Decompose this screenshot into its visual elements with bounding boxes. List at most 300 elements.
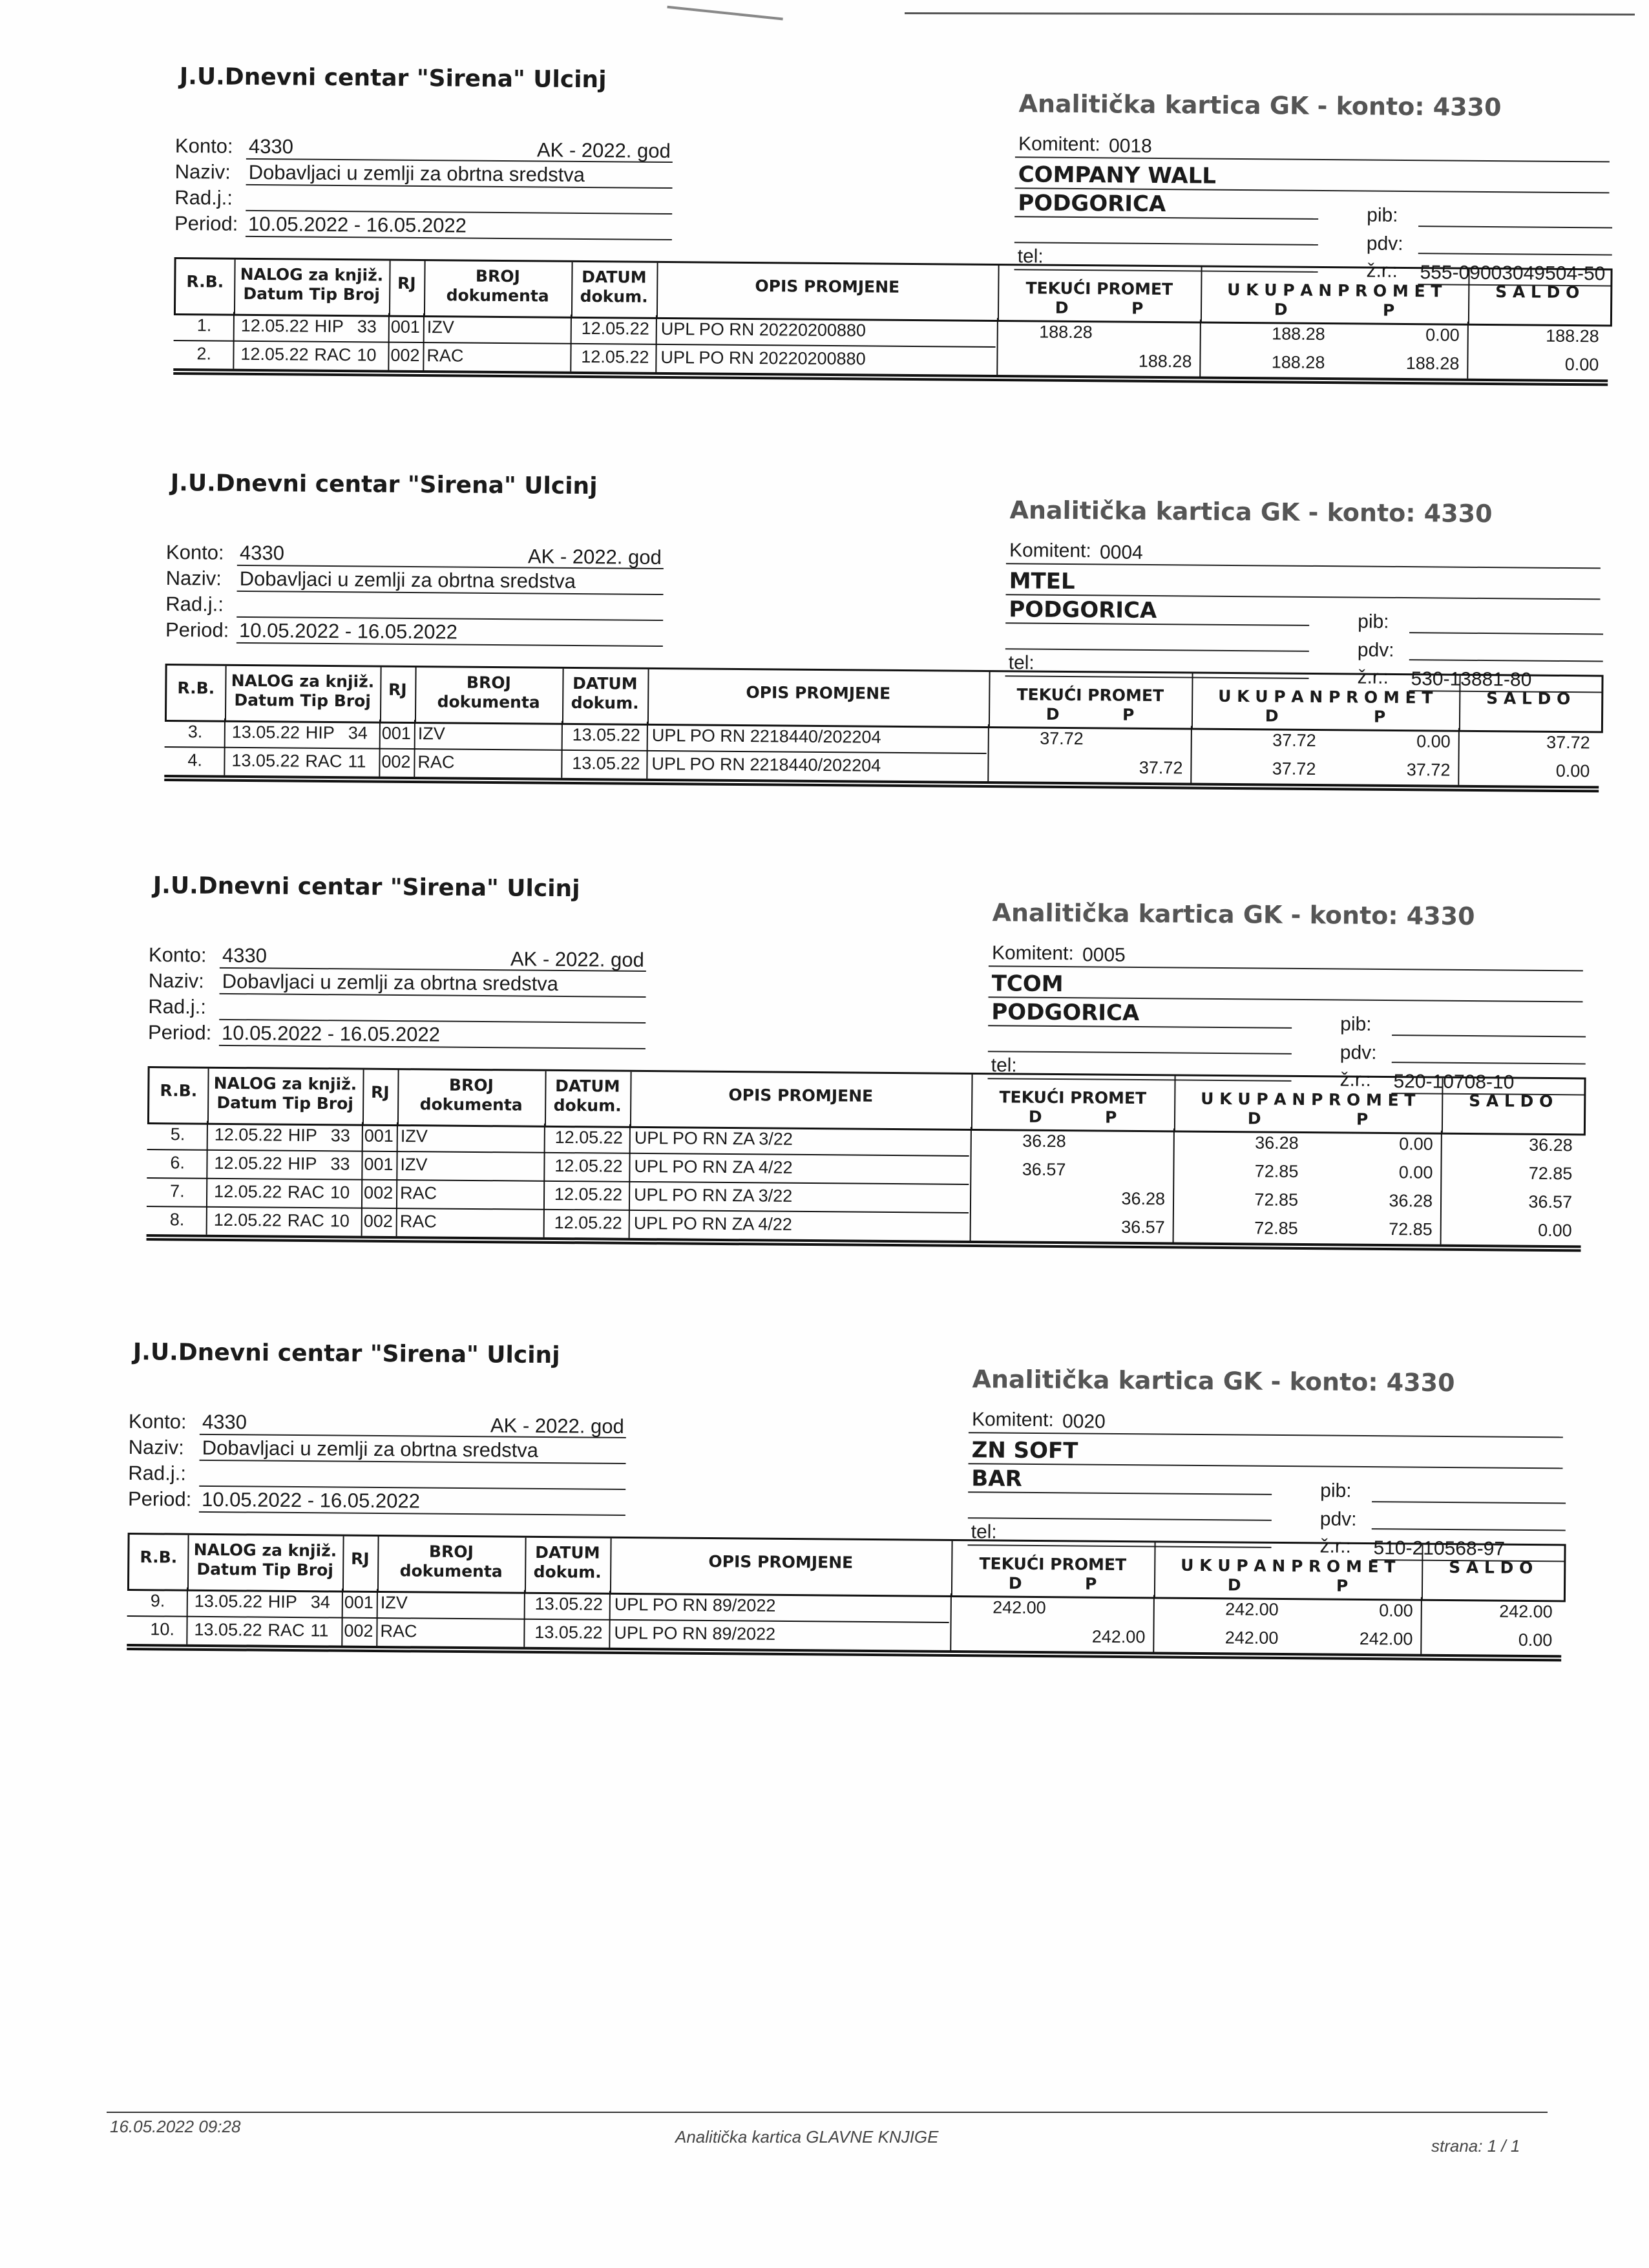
row-dok: IZV — [426, 317, 454, 337]
header-datum-line2: dokum. — [571, 693, 639, 713]
header-tekuci-line1: TEKUĆI PROMET — [1016, 685, 1164, 706]
row-rj: 001 — [381, 723, 411, 743]
header-opis — [630, 1072, 972, 1129]
meta-radj — [174, 186, 678, 216]
header-broj-line2: dokumenta — [446, 286, 549, 306]
row-broj: 33 — [330, 1126, 350, 1146]
komitent-underline — [989, 965, 1583, 971]
row-ukupan-d: 242.00 — [1224, 1628, 1279, 1648]
komitent-value: 0020 — [1062, 1411, 1106, 1433]
footer — [107, 2112, 1548, 2157]
card-title: Analitička kartica GK - konto: 4330 — [1018, 89, 1502, 122]
header-rj — [389, 261, 425, 315]
row-ukupan-d: 37.72 — [1272, 759, 1316, 779]
header-broj — [415, 667, 563, 723]
row-doc-date: 12.05.22 — [581, 318, 649, 339]
header-broj-line2: dokumenta — [399, 1561, 503, 1581]
row-tekuci-p: 188.28 — [1138, 351, 1192, 372]
header-p: P — [1336, 1576, 1349, 1595]
header-datum-line1: DATUM — [582, 267, 647, 287]
extra-underline — [1014, 242, 1318, 246]
header-nalog-line1: NALOG za knjiž. — [240, 264, 384, 285]
row-saldo: 188.28 — [1546, 326, 1599, 346]
header-rb — [167, 666, 226, 720]
meta-period-value: 10.05.2022 - 16.05.2022 — [238, 618, 458, 644]
row-doc-date: 13.05.22 — [534, 1622, 603, 1643]
row-rb: 7. — [170, 1181, 185, 1201]
row-tekuci-p: 242.00 — [1091, 1626, 1146, 1647]
row-rb: 5. — [170, 1124, 185, 1144]
header-rj — [362, 1070, 398, 1124]
row-rb: 8. — [169, 1210, 185, 1230]
header-saldo-line1: S A L D O — [1469, 1091, 1553, 1111]
header-tekuci — [951, 1541, 1155, 1597]
header-opis-line1: OPIS PROMJENE — [728, 1086, 874, 1106]
footer-line — [107, 2112, 1548, 2113]
analytic-card — [164, 470, 1614, 843]
row-opis: UPL PO RN ZA 4/22 — [633, 1213, 792, 1234]
komitent-city: PODGORICA — [1009, 596, 1157, 624]
row-ukupan-d: 188.28 — [1271, 352, 1325, 372]
header-datum-line1: DATUM — [555, 1076, 620, 1096]
komitent-city: BAR — [971, 1465, 1022, 1492]
row-doc-date: 13.05.22 — [572, 724, 640, 745]
row-doc-date: 12.05.22 — [581, 346, 649, 367]
row-tekuci-d — [996, 350, 1093, 351]
row-dok: IZV — [417, 724, 445, 744]
meta-naziv — [149, 969, 653, 999]
header-nalog-line2: Datum Tip Broj — [216, 1093, 354, 1113]
header-nalog — [234, 260, 390, 315]
header-broj-line2: dokumenta — [419, 1095, 523, 1115]
header-rj-line1: RJ — [397, 273, 416, 293]
row-opis: UPL PO RN ZA 3/22 — [634, 1128, 793, 1149]
header-saldo — [1459, 676, 1598, 731]
header-saldo-line1: S A L D O — [1486, 689, 1571, 709]
komitent-city: PODGORICA — [1018, 190, 1166, 218]
row-doc-date: 13.05.22 — [534, 1593, 603, 1614]
meta-radj-label: Rad.j.: — [165, 592, 224, 616]
row-datum: 12.05.22 — [240, 315, 310, 336]
meta-naziv-label: Naziv: — [174, 160, 231, 184]
header-saldo — [1442, 1078, 1581, 1134]
org-name: J.U.Dnevni centar "Sirena" Ulcinj — [170, 470, 598, 500]
meta-naziv-label: Naziv: — [128, 1435, 184, 1459]
header-rj-line1: RJ — [388, 680, 407, 699]
meta-naziv-value: Dobavljaci u zemlji za obrtna sredstva — [239, 567, 576, 593]
row-saldo: 37.72 — [1546, 732, 1590, 753]
header-nalog-line2: Datum Tip Broj — [234, 690, 372, 711]
meta-naziv — [175, 160, 679, 190]
header-ukupan-line1: U K U P A N P R O M E T — [1201, 1089, 1416, 1110]
row-datum: 12.05.22 — [240, 344, 309, 364]
row-ukupan-p: 0.00 — [1379, 1601, 1413, 1621]
row-dok: RAC — [417, 752, 455, 772]
header-ukupan-dp — [1201, 299, 1468, 320]
row-ukupan-d: 36.28 — [1255, 1133, 1299, 1153]
row-rj: 002 — [363, 1211, 393, 1231]
row-opis: UPL PO RN 2218440/202204 — [651, 753, 881, 775]
row-tekuci-p — [1089, 729, 1183, 730]
row-tekuci-d: 242.00 — [993, 1597, 1046, 1618]
zr-label: ž.r.: — [1366, 260, 1398, 282]
meta-radj-label: Rad.j.: — [128, 1461, 187, 1485]
row-tip: RAC — [305, 751, 342, 772]
meta-radj-label: Rad.j.: — [174, 185, 233, 209]
header-d: D — [1028, 1107, 1042, 1126]
row-doc-date: 12.05.22 — [554, 1184, 623, 1204]
header-ukupan — [1154, 1542, 1422, 1599]
row-dok: IZV — [380, 1593, 408, 1613]
pib-underline — [1418, 226, 1612, 228]
header-tekuci — [989, 672, 1192, 728]
row-rb: 3. — [187, 722, 203, 742]
pib-label: pib: — [1358, 611, 1389, 633]
header-broj-line1: BROJ — [475, 266, 520, 286]
header-d: D — [1265, 706, 1279, 726]
header-ukupan-dp — [1174, 1108, 1442, 1129]
row-doc-date: 13.05.22 — [572, 753, 640, 773]
header-ukupan — [1201, 267, 1469, 323]
pdv-underline — [1418, 253, 1612, 255]
row-doc-date: 12.05.22 — [554, 1212, 622, 1233]
header-datum-line2: dokum. — [580, 286, 648, 306]
header-datum-line2: dokum. — [553, 1095, 622, 1115]
komitent-name: COMPANY WALL — [1018, 162, 1217, 189]
meta-period-value: 10.05.2022 - 16.05.2022 — [221, 1021, 441, 1046]
city-underline — [1014, 216, 1318, 220]
row-tekuci-p: 37.72 — [1139, 757, 1183, 778]
row-tip: RAC — [288, 1182, 325, 1202]
footer-title: Analitička kartica GLAVNE KNJIGE — [675, 2127, 939, 2147]
row-rb: 2. — [196, 344, 212, 364]
header-rb — [176, 259, 235, 314]
meta-konto-label: Konto: — [148, 943, 207, 967]
header-broj — [397, 1070, 545, 1126]
zr-value: 555-09003049504-50 — [1420, 262, 1606, 285]
row-doc-date: 12.05.22 — [554, 1127, 623, 1148]
header-nalog-line2: Datum Tip Broj — [243, 284, 381, 304]
meta-radj-label: Rad.j.: — [148, 994, 207, 1018]
meta-period — [174, 212, 678, 242]
meta-period-value: 10.05.2022 - 16.05.2022 — [247, 212, 467, 237]
row-rj: 001 — [364, 1126, 394, 1146]
row-saldo: 0.00 — [1518, 1630, 1553, 1650]
row-saldo: 242.00 — [1499, 1601, 1553, 1622]
header-saldo-line1: S A L D O — [1449, 1558, 1533, 1578]
pdv-underline — [1409, 659, 1603, 662]
row-ukupan-d: 37.72 — [1272, 730, 1316, 750]
row-tekuci-d: 36.57 — [1022, 1159, 1066, 1180]
row-rb: 10. — [150, 1619, 175, 1639]
row-rb: 4. — [187, 750, 203, 770]
pib-label: pib: — [1340, 1013, 1372, 1035]
header-broj-line1: BROJ — [448, 1075, 494, 1095]
header-opis-line1: OPIS PROMJENE — [755, 277, 900, 297]
meta-period-label: Period: — [165, 618, 229, 642]
komitent-name: MTEL — [1009, 568, 1075, 595]
header-nalog — [187, 1535, 343, 1591]
row-rj: 002 — [363, 1182, 394, 1202]
header-tekuci-line1: TEKUĆI PROMET — [979, 1554, 1127, 1575]
row-tip: RAC — [314, 344, 352, 365]
row-saldo: 0.00 — [1564, 354, 1599, 375]
footer-page: strana: 1 / 1 — [1431, 2136, 1520, 2156]
header-ukupan-line1: U K U P A N P R O M E T — [1218, 686, 1433, 708]
zr-value: 530-13881-80 — [1411, 668, 1532, 691]
meta-naziv-label: Naziv: — [148, 969, 204, 992]
meta-ak: AK - 2022. god — [536, 138, 671, 163]
card-title: Analitička kartica GK - konto: 4330 — [972, 1365, 1455, 1398]
header-p: P — [1104, 1108, 1117, 1127]
row-tekuci-p — [1098, 322, 1192, 323]
header-nalog-line1: NALOG za knjiž. — [231, 671, 375, 691]
row-opis: UPL PO RN 20220200880 — [660, 347, 866, 369]
meta-naziv-value: Dobavljaci u zemlji za obrtna sredstva — [248, 160, 585, 186]
header-broj — [424, 261, 572, 317]
pdv-underline — [1392, 1062, 1586, 1064]
header-opis — [656, 263, 998, 320]
row-ukupan-d: 72.85 — [1254, 1161, 1299, 1181]
header-nalog-line2: Datum Tip Broj — [196, 1559, 334, 1580]
city-underline — [1005, 622, 1309, 626]
row-saldo: 0.00 — [1538, 1220, 1572, 1241]
row-doc-date: 12.05.22 — [554, 1155, 623, 1176]
header-nalog — [207, 1069, 363, 1124]
row-tip: HIP — [305, 722, 335, 743]
header-tekuci-line1: TEKUĆI PROMET — [999, 1087, 1147, 1108]
pdv-label: pdv: — [1319, 1508, 1357, 1530]
header-d: D — [1008, 1573, 1022, 1593]
row-saldo: 72.85 — [1528, 1163, 1573, 1184]
tel-label: tel: — [971, 1521, 997, 1543]
staple-mark — [664, 6, 783, 47]
komitent-city: PODGORICA — [991, 999, 1140, 1027]
header-opis-line1: OPIS PROMJENE — [708, 1552, 854, 1572]
header-broj-line1: BROJ — [466, 673, 511, 693]
row-dok: RAC — [426, 346, 464, 366]
header-rj — [380, 667, 415, 722]
row-broj: 10 — [330, 1211, 350, 1231]
meta-radj — [128, 1462, 632, 1491]
header-broj-line1: BROJ — [428, 1542, 474, 1562]
row-datum: 13.05.22 — [231, 722, 300, 742]
meta-radj — [148, 995, 652, 1025]
extra-underline — [988, 1051, 1292, 1055]
header-tekuci-dp — [971, 1107, 1174, 1128]
komitent-value: 0005 — [1082, 944, 1126, 966]
header-rj — [342, 1537, 378, 1591]
meta-radj — [165, 593, 669, 622]
card-title: Analitička kartica GK - konto: 4330 — [1009, 496, 1493, 529]
tel-label: tel: — [991, 1055, 1017, 1076]
row-broj: 11 — [310, 1621, 329, 1641]
row-tip: HIP — [268, 1591, 297, 1612]
header-rj-line1: RJ — [350, 1549, 370, 1568]
row-datum: 12.05.22 — [214, 1124, 283, 1145]
komitent-underline — [1006, 563, 1601, 569]
pib-label: pib: — [1320, 1480, 1352, 1502]
zr-label: ž.r.: — [1319, 1535, 1352, 1557]
komitent-label: Komitent: — [991, 942, 1074, 965]
row-dok: RAC — [399, 1212, 437, 1232]
zr-value: 510-210568-97 — [1373, 1537, 1506, 1560]
header-nalog-line1: NALOG za knjiž. — [213, 1073, 357, 1094]
header-d: D — [1227, 1575, 1241, 1595]
row-tip: HIP — [314, 316, 344, 337]
meta-konto-label: Konto: — [174, 134, 233, 158]
row-broj: 10 — [330, 1182, 350, 1202]
header-saldo — [1422, 1545, 1560, 1601]
header-p: P — [1131, 299, 1144, 318]
meta-ak: AK - 2022. god — [527, 545, 662, 569]
row-ukupan-p: 36.28 — [1389, 1191, 1433, 1211]
header-broj-line2: dokumenta — [437, 692, 540, 712]
meta-period-value: 10.05.2022 - 16.05.2022 — [201, 1487, 421, 1513]
header-d: D — [1274, 300, 1288, 319]
row-ukupan-p: 0.00 — [1425, 325, 1460, 345]
scan-edge-line — [905, 12, 1635, 16]
city-underline — [988, 1025, 1292, 1029]
meta-konto-value: 4330 — [222, 943, 268, 967]
header-opis-line1: OPIS PROMJENE — [746, 683, 891, 703]
row-opis: UPL PO RN 89/2022 — [614, 1594, 776, 1615]
row-ukupan-p: 188.28 — [1405, 353, 1460, 373]
pib-underline — [1392, 1034, 1586, 1037]
row-saldo: 0.00 — [1555, 761, 1590, 781]
pib-label: pib: — [1367, 204, 1398, 226]
row-ukupan-p: 37.72 — [1406, 760, 1451, 780]
row-tekuci-p: 36.57 — [1121, 1217, 1165, 1237]
header-broj — [377, 1537, 525, 1592]
row-ukupan-d: 242.00 — [1225, 1599, 1279, 1619]
header-tekuci-dp — [998, 298, 1201, 319]
header-rb-line1: R.B. — [140, 1548, 178, 1567]
row-ukupan-p: 0.00 — [1416, 731, 1451, 751]
row-ukupan-p: 0.00 — [1399, 1134, 1433, 1154]
header-rb — [149, 1068, 208, 1123]
row-tekuci-d: 37.72 — [1040, 728, 1084, 749]
header-datum-line2: dokum. — [533, 1562, 602, 1582]
meta-period-label: Period: — [174, 211, 238, 235]
row-rb: 1. — [196, 315, 212, 335]
header-d: D — [1055, 298, 1069, 317]
row-ukupan-d: 188.28 — [1272, 324, 1325, 344]
header-ukupan — [1174, 1076, 1442, 1132]
city-underline — [968, 1491, 1272, 1495]
row-tekuci-d — [969, 1216, 1066, 1217]
tel-label: tel: — [1008, 652, 1035, 674]
row-broj: 33 — [357, 317, 377, 337]
komitent-name: ZN SOFT — [971, 1437, 1078, 1464]
row-datum: 12.05.22 — [213, 1210, 282, 1230]
pdv-underline — [1372, 1528, 1566, 1531]
zr-label: ž.r.: — [1339, 1069, 1372, 1091]
header-datum-line1: DATUM — [572, 673, 638, 693]
meta-konto-value: 4330 — [202, 1410, 247, 1434]
analytic-card — [127, 1339, 1577, 1712]
row-dok: IZV — [400, 1155, 428, 1175]
header-rb-line1: R.B. — [186, 272, 224, 291]
komitent-value: 0018 — [1108, 135, 1152, 157]
meta-konto-label: Konto: — [165, 540, 224, 564]
row-opis: UPL PO RN 89/2022 — [614, 1622, 776, 1644]
row-datum: 13.05.22 — [231, 750, 300, 771]
header-datum — [525, 1538, 611, 1593]
header-nalog-line1: NALOG za knjiž. — [193, 1540, 337, 1560]
komitent-label: Komitent: — [971, 1409, 1054, 1431]
meta-naziv — [129, 1436, 633, 1465]
row-dok: RAC — [380, 1621, 417, 1641]
komitent-underline — [1015, 156, 1610, 162]
org-name: J.U.Dnevni centar "Sirena" Ulcinj — [152, 872, 580, 903]
zr-label: ž.r.: — [1357, 666, 1389, 688]
meta-naziv-label: Naziv: — [165, 566, 222, 590]
tel-label: tel: — [1017, 246, 1044, 268]
header-p: P — [1356, 1109, 1369, 1129]
row-opis: UPL PO RN 2218440/202204 — [651, 725, 881, 747]
row-broj: 34 — [310, 1592, 330, 1612]
komitent-value: 0004 — [1099, 541, 1143, 563]
meta-konto — [149, 943, 653, 973]
row-ukupan-d: 72.85 — [1254, 1190, 1299, 1210]
header-ukupan-line1: U K U P A N P R O M E T — [1227, 280, 1442, 301]
meta-period — [148, 1021, 652, 1051]
pdv-label: pdv: — [1366, 233, 1403, 255]
meta-konto-value: 4330 — [248, 134, 294, 158]
row-datum: 13.05.22 — [194, 1619, 262, 1640]
row-datum: 13.05.22 — [194, 1591, 263, 1612]
row-saldo: 36.57 — [1528, 1192, 1573, 1212]
pib-underline — [1372, 1501, 1566, 1504]
header-saldo — [1468, 269, 1607, 325]
header-tekuci — [998, 266, 1201, 321]
meta-naziv — [166, 567, 670, 596]
header-ukupan-line1: U K U P A N P R O M E T — [1181, 1555, 1396, 1577]
komitent-name: TCOM — [991, 971, 1064, 998]
meta-period-label: Period: — [127, 1487, 192, 1511]
row-ukupan-p: 0.00 — [1398, 1162, 1433, 1182]
header-p: P — [1373, 707, 1386, 726]
header-p: P — [1122, 705, 1135, 724]
komitent-underline — [969, 1432, 1563, 1438]
zr-value: 520-10708-10 — [1393, 1071, 1515, 1093]
extra-underline — [968, 1517, 1272, 1521]
header-rj-line1: RJ — [370, 1082, 390, 1102]
row-saldo: 36.28 — [1529, 1135, 1573, 1155]
header-datum-line1: DATUM — [535, 1542, 600, 1562]
meta-konto-value: 4330 — [239, 541, 285, 565]
komitent-label: Komitent: — [1009, 540, 1091, 562]
name-underline — [969, 1463, 1563, 1469]
header-datum — [562, 669, 648, 724]
meta-naziv-value: Dobavljaci u zemlji za obrtna sredstva — [202, 1436, 539, 1462]
meta-period — [128, 1487, 632, 1517]
header-ukupan — [1192, 673, 1460, 730]
row-broj: 11 — [348, 751, 366, 772]
row-broj: 34 — [348, 723, 368, 743]
header-tekuci-dp — [951, 1573, 1154, 1594]
row-rj: 002 — [390, 345, 420, 365]
row-ukupan-d: 72.85 — [1254, 1218, 1298, 1238]
pdv-label: pdv: — [1339, 1042, 1377, 1064]
row-datum: 12.05.22 — [214, 1153, 282, 1173]
header-nalog — [225, 666, 381, 722]
meta-naziv-value: Dobavljaci u zemlji za obrtna sredstva — [222, 969, 559, 995]
row-datum: 12.05.22 — [214, 1181, 282, 1202]
header-d: D — [1045, 704, 1060, 724]
row-tip: RAC — [268, 1620, 305, 1641]
